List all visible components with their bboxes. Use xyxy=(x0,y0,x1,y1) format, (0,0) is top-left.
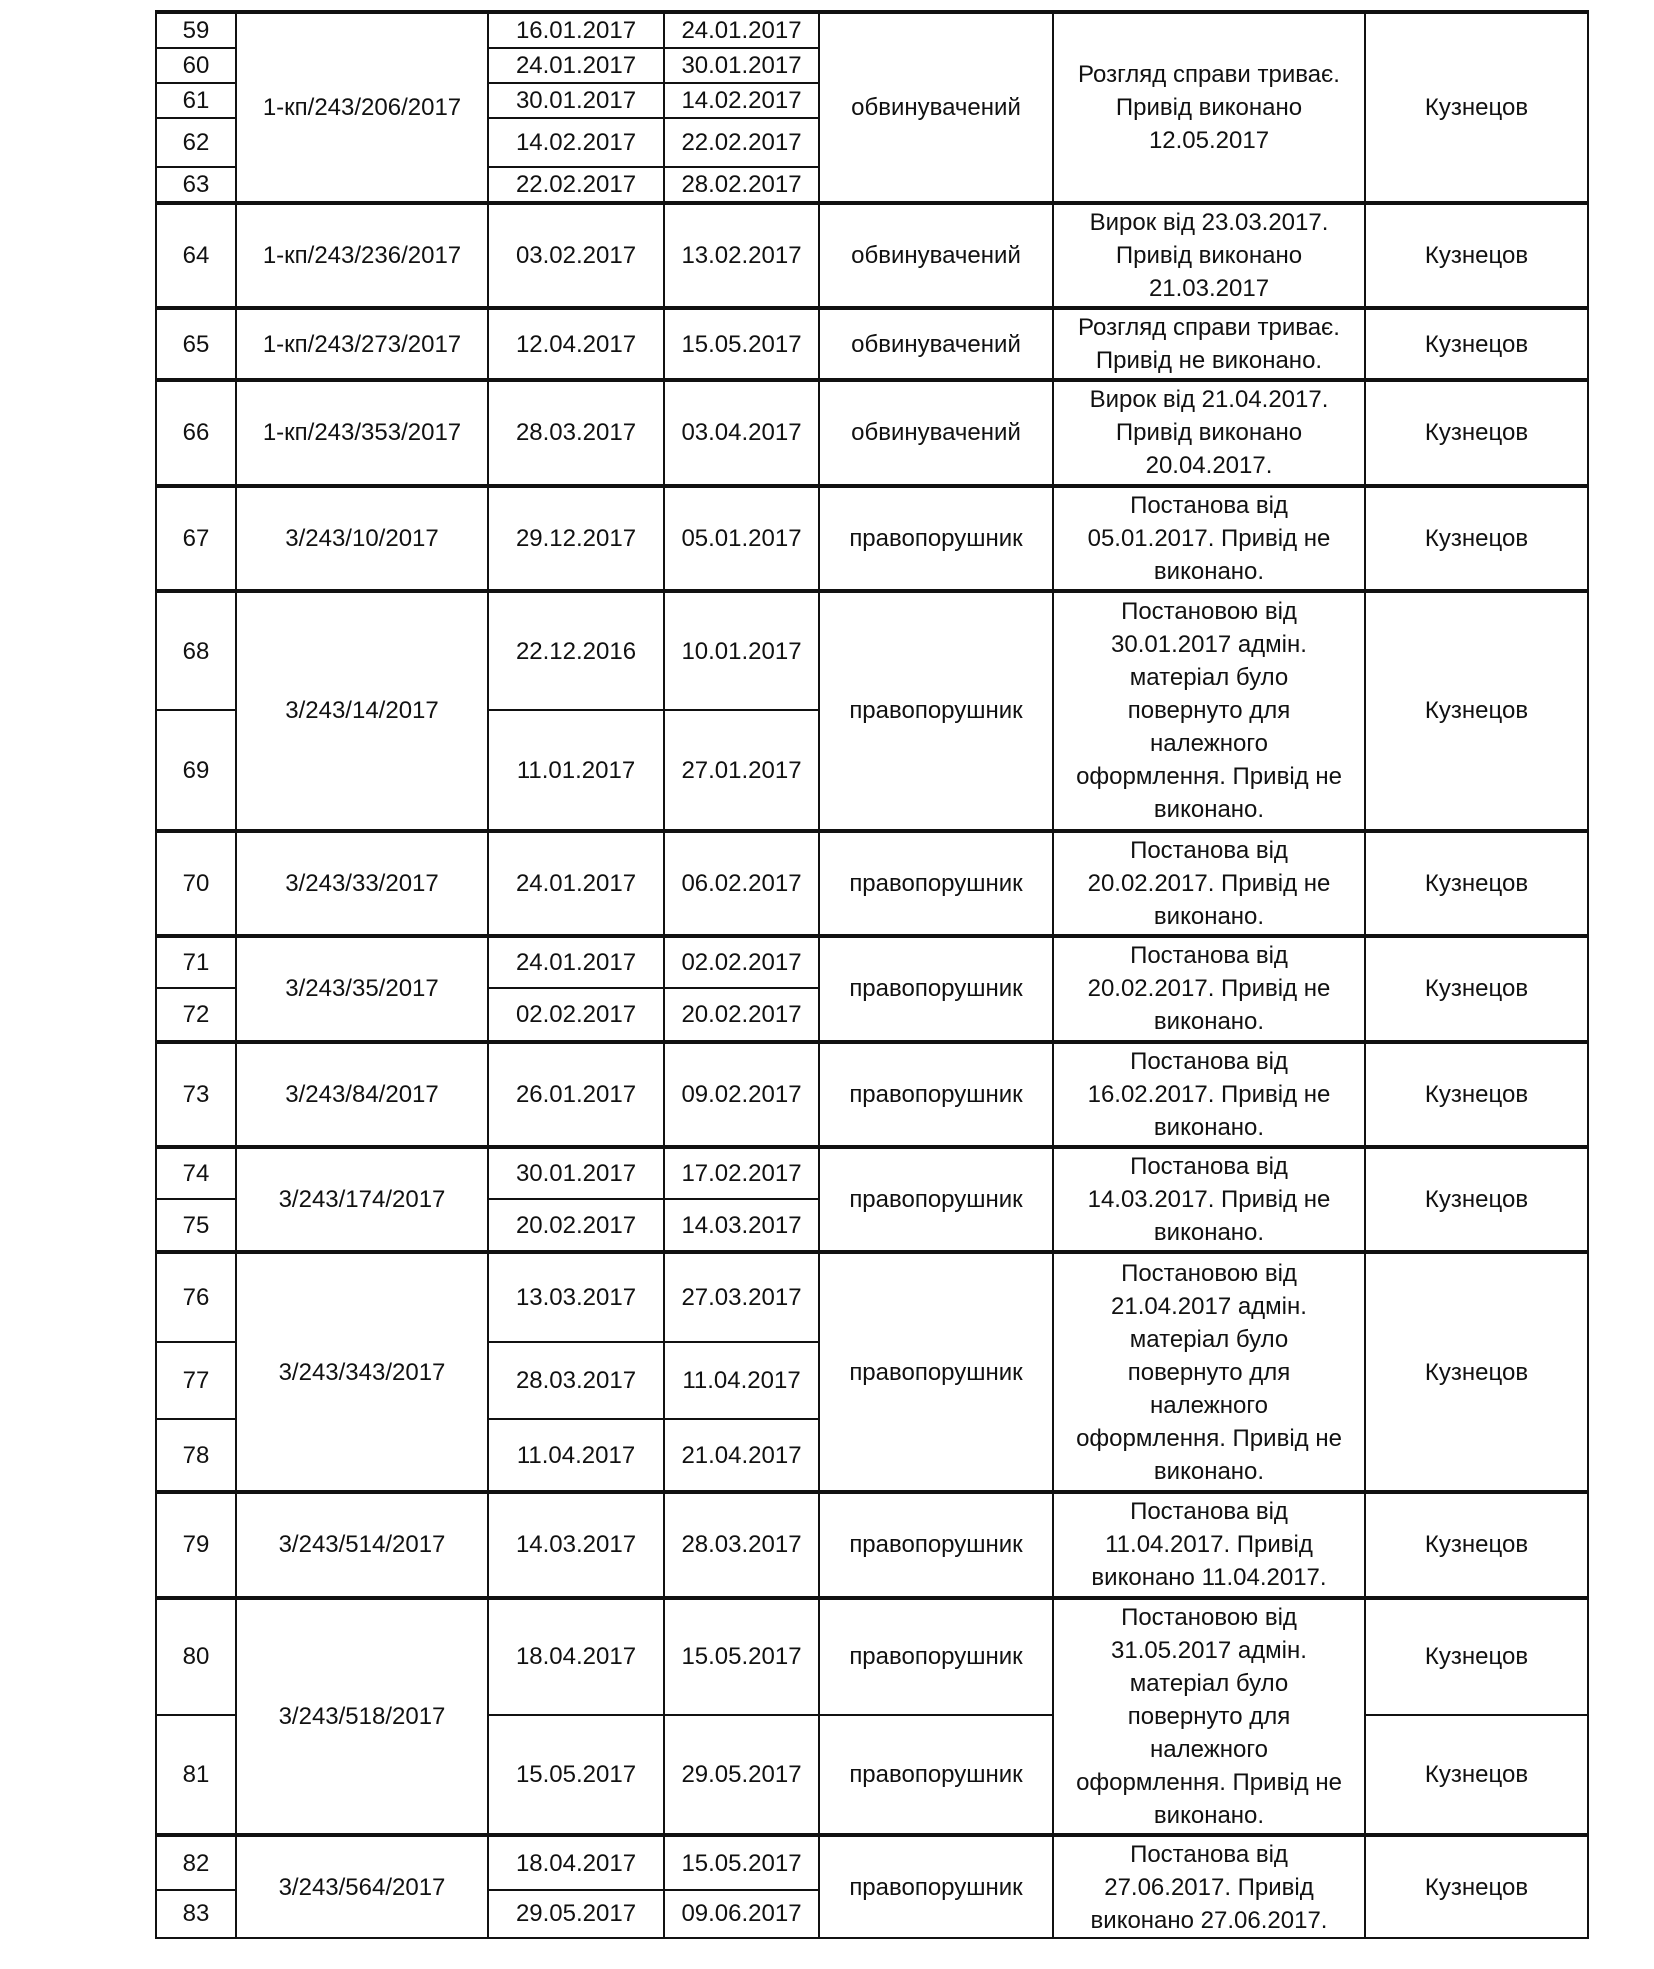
person-role: обвинувачений xyxy=(819,203,1053,308)
case-status: Постанова від 20.02.2017. Привід не виконано. xyxy=(1053,936,1365,1041)
case-number: 1-кп/243/353/2017 xyxy=(236,380,488,485)
case-number: 3/243/518/2017 xyxy=(236,1598,488,1836)
row-number: 82 xyxy=(156,1835,236,1889)
row-number: 65 xyxy=(156,308,236,380)
date-from: 29.05.2017 xyxy=(488,1890,664,1938)
date-from: 11.01.2017 xyxy=(488,710,664,830)
case-number: 3/243/10/2017 xyxy=(236,486,488,591)
date-from: 22.12.2016 xyxy=(488,591,664,710)
date-to: 15.05.2017 xyxy=(664,1835,819,1889)
officer-name: Кузнецов xyxy=(1365,1147,1588,1252)
person-role: обвинувачений xyxy=(819,12,1053,203)
row-number: 76 xyxy=(156,1252,236,1341)
date-to: 21.04.2017 xyxy=(664,1419,819,1492)
row-number: 67 xyxy=(156,486,236,591)
date-from: 15.05.2017 xyxy=(488,1715,664,1835)
table-row xyxy=(156,591,1588,710)
date-from: 20.02.2017 xyxy=(488,1199,664,1252)
officer-name: Кузнецов xyxy=(1365,1835,1588,1938)
date-from: 24.01.2017 xyxy=(488,831,664,936)
table-row xyxy=(156,308,1588,380)
row-number: 78 xyxy=(156,1419,236,1492)
case-status: Постанова від 11.04.2017. Привід виконано 11.04.2017. xyxy=(1053,1492,1365,1597)
table-row xyxy=(156,1252,1588,1341)
date-from: 03.02.2017 xyxy=(488,203,664,308)
row-number: 63 xyxy=(156,167,236,203)
row-number: 68 xyxy=(156,591,236,710)
table-row xyxy=(156,486,1588,591)
person-role: правопорушник xyxy=(819,486,1053,591)
case-status: Вирок від 21.04.2017. Привід виконано 20.04.2017. xyxy=(1053,380,1365,485)
date-from: 11.04.2017 xyxy=(488,1419,664,1492)
officer-name: Кузнецов xyxy=(1365,831,1588,936)
row-number: 71 xyxy=(156,936,236,988)
person-role: правопорушник xyxy=(819,1252,1053,1492)
date-to: 14.03.2017 xyxy=(664,1199,819,1252)
date-to: 27.01.2017 xyxy=(664,710,819,830)
row-number: 83 xyxy=(156,1890,236,1938)
date-from: 12.04.2017 xyxy=(488,308,664,380)
row-number: 69 xyxy=(156,710,236,830)
case-number: 3/243/35/2017 xyxy=(236,936,488,1041)
case-status: Постанова від 27.06.2017. Привід виконано 27.06.2017. xyxy=(1053,1835,1365,1938)
case-number: 3/243/84/2017 xyxy=(236,1042,488,1147)
date-from: 14.03.2017 xyxy=(488,1492,664,1597)
table-row xyxy=(156,203,1588,308)
date-from: 30.01.2017 xyxy=(488,1147,664,1199)
person-role: правопорушник xyxy=(819,1715,1053,1835)
person-role: правопорушник xyxy=(819,936,1053,1041)
officer-name: Кузнецов xyxy=(1365,1042,1588,1147)
case-status: Розгляд справи триває. Привід не виконано. xyxy=(1053,308,1365,380)
person-role: правопорушник xyxy=(819,591,1053,831)
date-from: 24.01.2017 xyxy=(488,936,664,988)
case-status: Постановою від 30.01.2017 адмін. матеріал було повернуто для належного оформлення. Привід не виконано. xyxy=(1053,591,1365,831)
officer-name: Кузнецов xyxy=(1365,1715,1588,1835)
case-status: Постановою від 31.05.2017 адмін. матеріал було повернуто для належного оформлення. Привід не виконано. xyxy=(1053,1598,1365,1836)
person-role: правопорушник xyxy=(819,1147,1053,1252)
date-to: 09.02.2017 xyxy=(664,1042,819,1147)
date-to: 10.01.2017 xyxy=(664,591,819,710)
date-from: 28.03.2017 xyxy=(488,1342,664,1419)
row-number: 74 xyxy=(156,1147,236,1199)
person-role: правопорушник xyxy=(819,1492,1053,1597)
officer-name: Кузнецов xyxy=(1365,936,1588,1041)
case-number: 1-кп/243/236/2017 xyxy=(236,203,488,308)
date-to: 15.05.2017 xyxy=(664,1598,819,1715)
person-role: правопорушник xyxy=(819,1835,1053,1938)
person-role: правопорушник xyxy=(819,831,1053,936)
case-status: Розгляд справи триває. Привід виконано 12.05.2017 xyxy=(1053,12,1365,203)
officer-name: Кузнецов xyxy=(1365,203,1588,308)
date-to: 09.06.2017 xyxy=(664,1890,819,1938)
case-status: Вирок від 23.03.2017. Привід виконано 21.03.2017 xyxy=(1053,203,1365,308)
case-number: 3/243/564/2017 xyxy=(236,1835,488,1938)
date-to: 17.02.2017 xyxy=(664,1147,819,1199)
date-to: 24.01.2017 xyxy=(664,12,819,48)
case-number: 3/243/174/2017 xyxy=(236,1147,488,1252)
date-from: 24.01.2017 xyxy=(488,48,664,83)
date-to: 28.02.2017 xyxy=(664,167,819,203)
officer-name: Кузнецов xyxy=(1365,12,1588,203)
date-from: 28.03.2017 xyxy=(488,380,664,485)
table-row xyxy=(156,1598,1588,1715)
officer-name: Кузнецов xyxy=(1365,380,1588,485)
date-to: 11.04.2017 xyxy=(664,1342,819,1419)
row-number: 81 xyxy=(156,1715,236,1835)
date-from: 30.01.2017 xyxy=(488,83,664,118)
row-number: 62 xyxy=(156,118,236,166)
row-number: 60 xyxy=(156,48,236,83)
row-number: 59 xyxy=(156,12,236,48)
table-row xyxy=(156,1147,1588,1199)
date-from: 16.01.2017 xyxy=(488,12,664,48)
case-number: 3/243/343/2017 xyxy=(236,1252,488,1492)
officer-name: Кузнецов xyxy=(1365,591,1588,831)
escort-register-table xyxy=(155,10,1589,1939)
officer-name: Кузнецов xyxy=(1365,486,1588,591)
officer-name: Кузнецов xyxy=(1365,308,1588,380)
date-to: 02.02.2017 xyxy=(664,936,819,988)
table-row xyxy=(156,831,1588,936)
case-number: 3/243/33/2017 xyxy=(236,831,488,936)
case-number: 3/243/514/2017 xyxy=(236,1492,488,1597)
row-number: 73 xyxy=(156,1042,236,1147)
table-row xyxy=(156,1835,1588,1889)
date-from: 18.04.2017 xyxy=(488,1598,664,1715)
date-to: 06.02.2017 xyxy=(664,831,819,936)
case-number: 3/243/14/2017 xyxy=(236,591,488,831)
date-to: 14.02.2017 xyxy=(664,83,819,118)
date-from: 29.12.2017 xyxy=(488,486,664,591)
table-row xyxy=(156,1042,1588,1147)
table-row xyxy=(156,936,1588,988)
case-status: Постанова від 05.01.2017. Привід не виконано. xyxy=(1053,486,1365,591)
date-to: 22.02.2017 xyxy=(664,118,819,166)
date-from: 26.01.2017 xyxy=(488,1042,664,1147)
person-role: правопорушник xyxy=(819,1598,1053,1715)
date-from: 13.03.2017 xyxy=(488,1252,664,1341)
row-number: 77 xyxy=(156,1342,236,1419)
case-status: Постанова від 14.03.2017. Привід не виконано. xyxy=(1053,1147,1365,1252)
date-to: 27.03.2017 xyxy=(664,1252,819,1341)
date-to: 28.03.2017 xyxy=(664,1492,819,1597)
row-number: 64 xyxy=(156,203,236,308)
row-number: 70 xyxy=(156,831,236,936)
officer-name: Кузнецов xyxy=(1365,1492,1588,1597)
date-to: 15.05.2017 xyxy=(664,308,819,380)
row-number: 79 xyxy=(156,1492,236,1597)
case-status: Постановою від 21.04.2017 адмін. матеріал було повернуто для належного оформлення. Привід не виконано. xyxy=(1053,1252,1365,1492)
date-from: 02.02.2017 xyxy=(488,988,664,1041)
date-to: 20.02.2017 xyxy=(664,988,819,1041)
table-row xyxy=(156,380,1588,485)
date-from: 18.04.2017 xyxy=(488,1835,664,1889)
date-from: 22.02.2017 xyxy=(488,167,664,203)
row-number: 75 xyxy=(156,1199,236,1252)
person-role: правопорушник xyxy=(819,1042,1053,1147)
date-from: 14.02.2017 xyxy=(488,118,664,166)
person-role: обвинувачений xyxy=(819,380,1053,485)
case-status: Постанова від 20.02.2017. Привід не виконано. xyxy=(1053,831,1365,936)
date-to: 30.01.2017 xyxy=(664,48,819,83)
date-to: 29.05.2017 xyxy=(664,1715,819,1835)
date-to: 03.04.2017 xyxy=(664,380,819,485)
row-number: 61 xyxy=(156,83,236,118)
case-status: Постанова від 16.02.2017. Привід не виконано. xyxy=(1053,1042,1365,1147)
table-row xyxy=(156,12,1588,48)
table-row xyxy=(156,1492,1588,1597)
case-number: 1-кп/243/273/2017 xyxy=(236,308,488,380)
row-number: 66 xyxy=(156,380,236,485)
case-number: 1-кп/243/206/2017 xyxy=(236,12,488,203)
person-role: обвинувачений xyxy=(819,308,1053,380)
row-number: 80 xyxy=(156,1598,236,1715)
officer-name: Кузнецов xyxy=(1365,1598,1588,1715)
date-to: 13.02.2017 xyxy=(664,203,819,308)
officer-name: Кузнецов xyxy=(1365,1252,1588,1492)
row-number: 72 xyxy=(156,988,236,1041)
date-to: 05.01.2017 xyxy=(664,486,819,591)
